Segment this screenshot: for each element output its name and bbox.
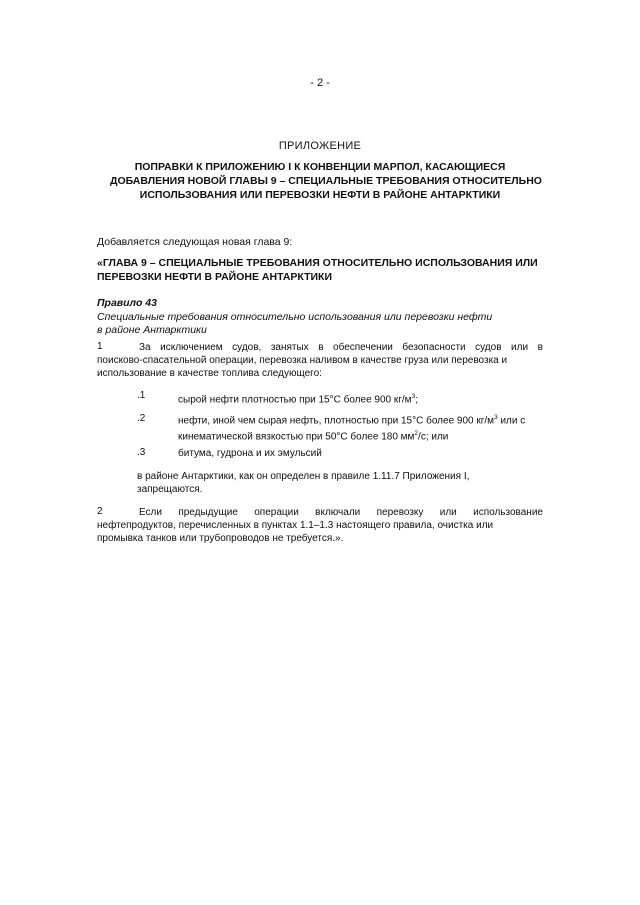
paragraph-line (97, 506, 543, 519)
item-text: нефти, иной чем сырая нефть, плотностью при 15°С более 900 $кг/м^3$ или с кинематической вязкостью при 50°С более 180 $мм^2/с$; или (178, 414, 526, 443)
word: судов (475, 342, 502, 353)
word: предыдущие (178, 507, 238, 518)
paragraph-2 (97, 506, 543, 545)
item-number: .3 (137, 447, 146, 458)
rule-subtitle-line: Специальные требования относительно использования или перевозки нефти (97, 311, 493, 323)
word: в (318, 342, 324, 353)
word: судов, (232, 342, 262, 353)
word: перевозку (376, 507, 424, 518)
paragraph-line: промывка танков или трубопроводов не требуется.». (97, 533, 344, 544)
document-heading (110, 160, 542, 202)
word: Если (139, 507, 162, 518)
heading-line: ДОБАВЛЕНИЯ НОВОЙ ГЛАВЫ 9 – СПЕЦИАЛЬНЫЕ ТРЕБОВАНИЯ ОТНОСИТЕЛЬНО (110, 175, 542, 187)
chapter-title-line: «ГЛАВА 9 – СПЕЦИАЛЬНЫЕ ТРЕБОВАНИЯ ОТНОСИТЕЛЬНО ИСПОЛЬЗОВАНИЯ ИЛИ (97, 257, 538, 269)
word: или (439, 507, 457, 518)
word: занятых (270, 342, 309, 353)
word: включали (315, 507, 361, 518)
closing-line: запрещаются. (137, 484, 203, 495)
item-text: битума, гудрона и их эмульсий (178, 448, 322, 459)
heading-line: ПОПРАВКИ К ПРИЛОЖЕНИЮ I К КОНВЕНЦИИ МАРПОЛ, КАСАЮЩИЕСЯ (134, 161, 506, 173)
word: в (537, 342, 543, 353)
heading-line: ИСПОЛЬЗОВАНИЯ ИЛИ ПЕРЕВОЗКИ НЕФТИ В РАЙОНЕ АНТАРКТИКИ (139, 189, 501, 201)
paragraph-line (97, 341, 543, 354)
word: За (139, 342, 151, 353)
page-number: - 2 - (310, 77, 330, 89)
word: исключением (160, 342, 223, 353)
paragraph-1 (97, 341, 543, 380)
word: безопасности (402, 342, 466, 353)
paragraph-line: поисково-спасательной операции, перевозка наливом в качестве груза или перевозка и (97, 355, 508, 366)
intro-text: Добавляется следующая новая глава 9: (97, 236, 293, 248)
paragraph-line: использование в качестве топлива следующего: (97, 368, 322, 379)
paragraph-line: нефтепродуктов, перечисленных в пунктах 1.1–1.3 настоящего правила, очистка или (97, 520, 494, 531)
word: обеспечении (333, 342, 393, 353)
closing-line: в районе Антарктики, как он определен в правиле 1.11.7 Приложения I, (137, 471, 470, 482)
item-number: .2 (137, 413, 146, 424)
closing-text (137, 470, 469, 496)
item-text: сырой нефти плотностью при 15°С более 900 $кг/м^3$; (178, 393, 418, 406)
word: использование (473, 507, 543, 518)
rule-title: Правило 43 (97, 297, 157, 309)
paragraph-number: 1 (97, 341, 103, 352)
chapter-title (97, 256, 547, 284)
chapter-title-line: ПЕРЕВОЗКИ НЕФТИ В РАЙОНЕ АНТАРКТИКИ (97, 271, 332, 283)
appendix-label: ПРИЛОЖЕНИЕ (278, 140, 362, 152)
paragraph-number: 2 (97, 506, 103, 517)
rule-subtitle-line: в районе Антарктики (97, 324, 207, 336)
word: операции (254, 507, 299, 518)
rule-subtitle (97, 311, 492, 337)
item-number: .1 (137, 390, 146, 401)
word: или (511, 342, 529, 353)
